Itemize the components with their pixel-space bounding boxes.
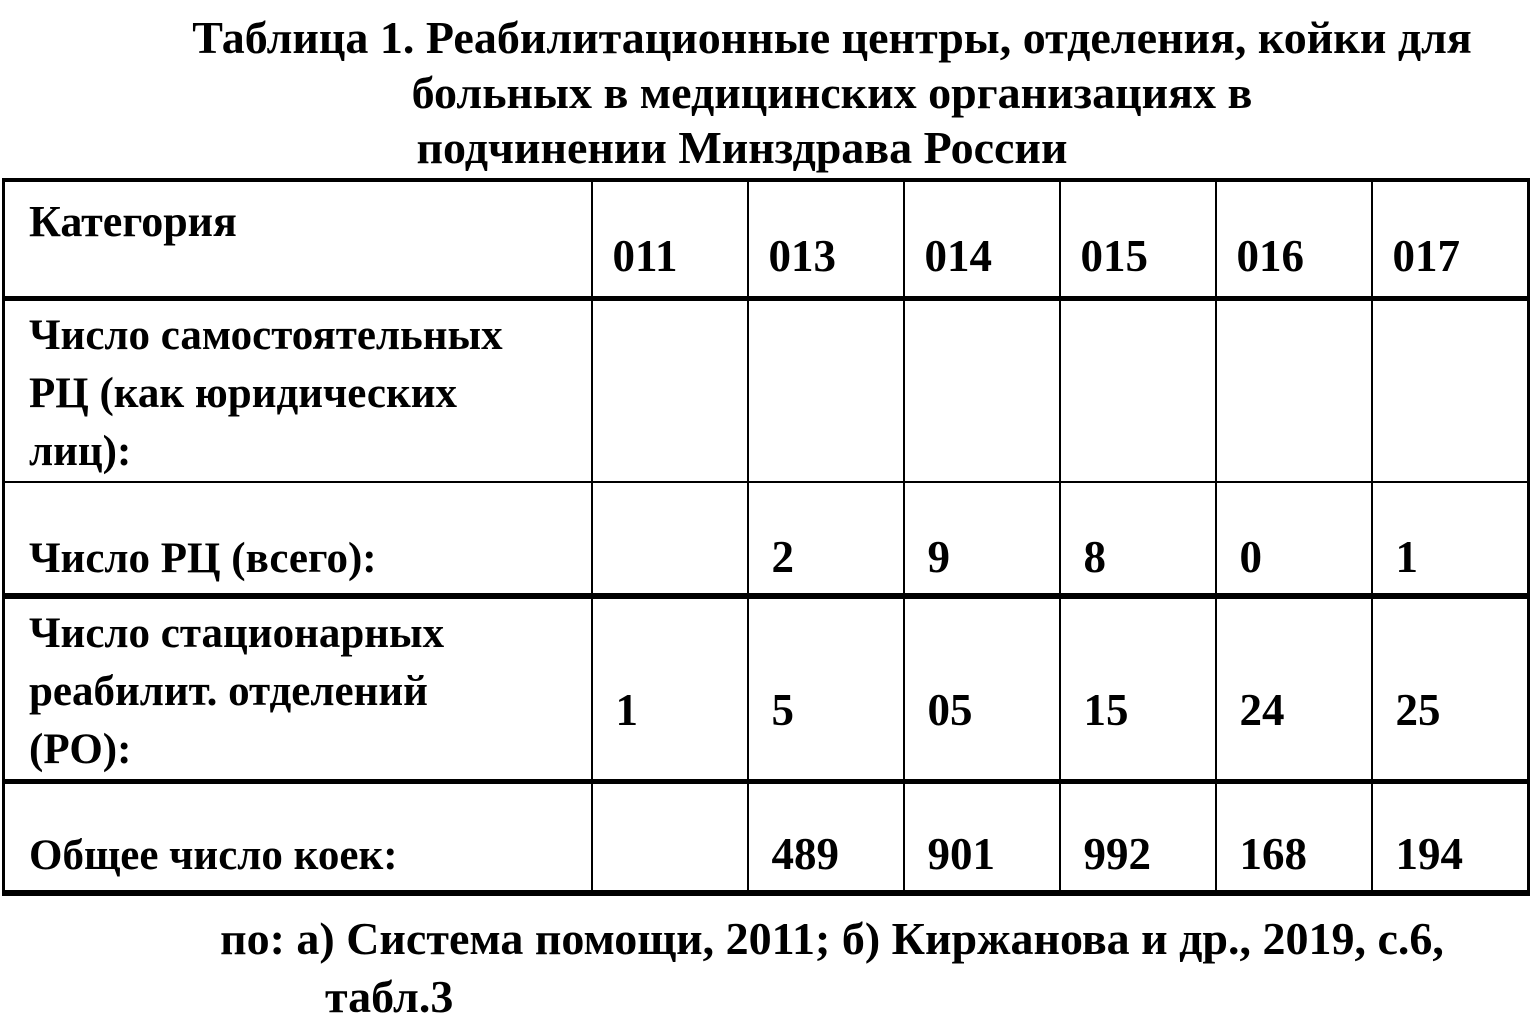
value-cell: 24 bbox=[1216, 596, 1372, 782]
value-cell: 1 bbox=[1372, 482, 1529, 596]
value-cell bbox=[904, 298, 1060, 482]
value-cell: 15 bbox=[1060, 596, 1216, 782]
value-cell: 05 bbox=[904, 596, 1060, 782]
table-row-inpatient-departments bbox=[4, 596, 1529, 782]
column-header-011: 011 bbox=[592, 180, 748, 298]
table-row-total-beds bbox=[4, 781, 1529, 893]
value-cell bbox=[1060, 298, 1216, 482]
column-header-013: 013 bbox=[748, 180, 904, 298]
value-cell: 8 bbox=[1060, 482, 1216, 596]
table-title bbox=[0, 10, 1529, 175]
value-cell bbox=[592, 781, 748, 893]
row-label-line: Число РЦ (всего): bbox=[29, 534, 377, 582]
value-cell bbox=[592, 482, 748, 596]
row-label-line: (РО): bbox=[29, 725, 132, 773]
table-row-rc-total bbox=[4, 482, 1529, 596]
source-note-line: табл.3 bbox=[325, 971, 454, 1022]
value-cell: 25 bbox=[1372, 596, 1529, 782]
value-cell: 489 bbox=[748, 781, 904, 893]
table-row-independent-rc bbox=[4, 298, 1529, 482]
source-note-line: по: а) Система помощи, 2011; б) Киржанова и др., 2019, с.6, bbox=[220, 913, 1444, 964]
rehab-centers-table bbox=[2, 178, 1530, 896]
row-label bbox=[4, 781, 592, 893]
value-cell: 1 bbox=[592, 596, 748, 782]
row-label bbox=[4, 482, 592, 596]
row-label bbox=[4, 596, 592, 782]
value-cell bbox=[748, 298, 904, 482]
column-header-category: Категория bbox=[4, 180, 592, 298]
row-label-line: Число самостоятельных bbox=[29, 311, 503, 359]
row-label-line: РЦ (как юридических bbox=[29, 369, 458, 417]
value-cell bbox=[592, 298, 748, 482]
row-label-line: Число стационарных bbox=[29, 609, 445, 657]
column-header-014: 014 bbox=[904, 180, 1060, 298]
value-cell: 168 bbox=[1216, 781, 1372, 893]
row-label-line: лиц): bbox=[29, 427, 132, 475]
column-header-015: 015 bbox=[1060, 180, 1216, 298]
page bbox=[0, 10, 1529, 1026]
column-header-017: 017 bbox=[1372, 180, 1529, 298]
table-title-line: Таблица 1. Реабилитационные центры, отделения, койки для bbox=[192, 12, 1472, 63]
value-cell bbox=[1216, 298, 1372, 482]
value-cell: 5 bbox=[748, 596, 904, 782]
row-label-line: Общее число коек: bbox=[29, 832, 398, 879]
row-label-line: реабилит. отделений bbox=[29, 667, 428, 715]
value-cell: 901 bbox=[904, 781, 1060, 893]
table-title-line: больных в медицинских организациях в bbox=[411, 67, 1253, 118]
table-header-row bbox=[4, 180, 1529, 298]
value-cell: 9 bbox=[904, 482, 1060, 596]
value-cell: 992 bbox=[1060, 781, 1216, 893]
value-cell: 194 bbox=[1372, 781, 1529, 893]
source-note bbox=[0, 910, 1529, 1026]
value-cell: 2 bbox=[748, 482, 904, 596]
row-label bbox=[4, 298, 592, 482]
value-cell bbox=[1372, 298, 1529, 482]
table-title-line: подчинении Минздрава России bbox=[416, 122, 1068, 173]
value-cell: 0 bbox=[1216, 482, 1372, 596]
column-header-016: 016 bbox=[1216, 180, 1372, 298]
